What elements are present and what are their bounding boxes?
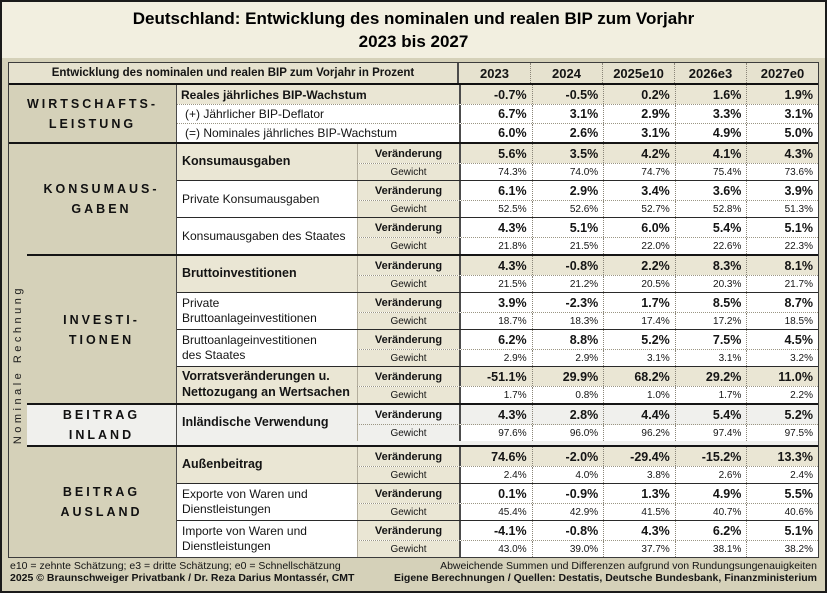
value-cell: 96.0% [532,425,604,441]
value-cell: 18.5% [746,313,818,329]
value-cell: 1.7% [459,387,532,403]
value-cell: 68.2% [603,367,675,386]
value-cell: 8.5% [675,293,747,312]
block-rows [357,144,818,180]
row-group-private-konsumausgaben [177,180,818,217]
row-label [177,405,357,441]
table-header-title: Entwicklung des nominalen und realen BIP zum Vorjahr in Prozent [9,63,459,83]
value-cell: 17.4% [603,313,675,329]
section-label-line: TIONEN [68,332,135,347]
row-label [177,256,357,292]
row-label [177,181,357,217]
value-cell: 22.0% [603,238,675,254]
value-cell: 3.9% [459,293,532,312]
section-label-line: GABEN [71,202,132,216]
value-cell: 4.3% [603,521,675,540]
value-cell: 17.2% [675,313,747,329]
table-row [357,218,818,238]
value-cell: 1.0% [603,387,675,403]
value-cell: 18.7% [459,313,532,329]
section-label-wirtschaftsleistung [9,85,177,142]
table-header-row [9,63,818,85]
block-rows [357,330,818,366]
value-cell: 8.1% [746,256,818,275]
row-label-line: Bruttoanlageinvestitionen [182,311,317,325]
value-cell: -0.7% [459,85,532,104]
row-type-label: Gewicht [357,504,459,520]
row-label-line: Dienstleistungen [182,502,271,516]
table-row [357,367,818,387]
value-cell: 2.6% [532,124,604,142]
row-group-private-bruttoanlageinvestitionen [177,292,818,329]
value-cell: -0.9% [532,484,604,503]
value-cell: -0.8% [532,521,604,540]
value-cell: 21.5% [459,276,532,292]
block-rows [357,218,818,254]
value-cell: 21.5% [532,238,604,254]
column-header-2025e10: 2025e10 [602,63,674,83]
value-cell: 3.6% [675,181,747,200]
value-cell: 73.6% [746,164,818,180]
value-cell: 74.6% [459,447,532,466]
value-cell: -0.8% [532,256,604,275]
value-cell: 2.4% [746,467,818,483]
row-type-label: Gewicht [357,276,459,292]
value-cell: 5.6% [459,144,532,163]
value-cell: 5.1% [532,218,604,237]
value-cell: 7.5% [675,330,747,349]
table-row [357,181,818,201]
row-type-label: Gewicht [357,313,459,329]
value-cell: 1.9% [746,85,818,104]
value-cell: -2.3% [532,293,604,312]
value-cell: 40.7% [675,504,747,520]
value-cell: 52.5% [459,201,532,217]
column-header-2024: 2024 [530,63,602,83]
table-row [357,521,818,541]
bip-table [8,62,819,558]
value-cell: 3.5% [532,144,604,163]
table-row [177,123,818,142]
value-cell: 21.2% [532,276,604,292]
row-type-label: Gewicht [357,425,459,441]
value-cell: 51.3% [746,201,818,217]
value-cell: 37.7% [603,541,675,557]
row-type-label: Gewicht [357,201,459,217]
value-cell: 38.1% [675,541,747,557]
value-cell: 3.2% [746,350,818,366]
value-cell: 74.7% [603,164,675,180]
value-cell: 2.4% [459,467,532,483]
row-label [177,330,357,366]
section-label-investitionen [27,256,177,403]
row-type-label: Gewicht [357,164,459,180]
section-label-beitrag-ausland [27,447,177,557]
row-label-line: Dienstleistungen [182,539,271,553]
value-cell: 40.6% [746,504,818,520]
row-type-label: Veränderung [357,218,459,237]
value-cell: 1.6% [675,85,747,104]
value-cell: 2.2% [603,256,675,275]
row-type-label: Veränderung [357,447,459,466]
side-strip [9,144,27,557]
row-type-label: Gewicht [357,467,459,483]
value-cell: 3.1% [675,350,747,366]
value-cell: 3.9% [746,181,818,200]
value-cell: -15.2% [675,447,747,466]
row-group-aussenbeitrag [177,447,818,483]
side-strip-label: Nominale Rechnung [12,284,24,445]
page-title [2,2,825,58]
value-cell: 41.5% [603,504,675,520]
table-row [357,405,818,425]
section-label-line: WIRTSCHAFTS- [26,96,159,111]
footnote-estimates: e10 = zehnte Schätzung; e3 = dritte Schätzung; e0 = Schnellschätzung [10,560,341,572]
column-header-2027e0: 2027e0 [746,63,818,83]
row-label: (=) Nominales jährliches BIP-Wachstum [185,126,397,140]
value-cell: 29.9% [532,367,604,386]
value-cell: 4.3% [459,256,532,275]
table-row [357,350,818,366]
value-cell: 18.3% [532,313,604,329]
row-label [177,293,357,329]
value-cell: 2.8% [532,405,604,424]
value-cell: 2.9% [532,181,604,200]
row-type-label: Veränderung [357,181,459,200]
row-label-line: Private [182,296,220,310]
value-cell: 1.3% [603,484,675,503]
block-rows [357,405,818,441]
value-cell: 8.3% [675,256,747,275]
page-title-line2: 2023 bis 2027 [358,31,469,51]
value-cell: 0.1% [459,484,532,503]
table-row [357,387,818,403]
row-label-line: des Staates [182,348,246,362]
value-cell: 6.7% [459,105,532,123]
value-cell: 38.2% [746,541,818,557]
value-cell: 4.3% [459,218,532,237]
section-label-beitrag-inland [27,405,177,445]
section-body [177,256,818,403]
footer [10,560,817,584]
value-cell: 52.6% [532,201,604,217]
value-cell: 74.3% [459,164,532,180]
value-cell: -29.4% [603,447,675,466]
value-cell: -2.0% [532,447,604,466]
value-cell: 4.5% [746,330,818,349]
row-label [177,218,357,254]
value-cell: 1.7% [603,293,675,312]
row-type-label: Veränderung [357,144,459,163]
value-cell: 4.3% [459,405,532,424]
value-cell: 0.8% [532,387,604,403]
table-row [357,256,818,276]
value-cell: 11.0% [746,367,818,386]
row-label-line: Konsumausgaben des Staates [182,228,346,243]
section-investitionen [27,254,818,403]
value-cell: 22.6% [675,238,747,254]
row-type-label: Veränderung [357,521,459,540]
value-cell: 5.1% [746,521,818,540]
row-type-label: Veränderung [357,484,459,503]
row-label-line: Private Konsumausgaben [182,191,320,206]
section-body [177,447,818,557]
value-cell: 97.6% [459,425,532,441]
section-label-konsumausgaben [27,144,177,254]
value-cell: 42.9% [532,504,604,520]
value-cell: 3.1% [532,105,604,123]
value-cell: 6.0% [603,218,675,237]
value-cell: 96.2% [603,425,675,441]
page-title-line1: Deutschland: Entwicklung des nominalen und realen BIP zum Vorjahr [132,9,695,28]
table-row [357,164,818,180]
row-label: Reales jährliches BIP-Wachstum [181,87,367,102]
footer-row-notes [10,560,817,572]
table-row [357,484,818,504]
row-label-line: Inländische Verwendung [182,415,329,430]
value-cell: 5.2% [746,405,818,424]
row-label-line: Exporte von Waren und [182,487,308,501]
value-cell: 6.2% [459,330,532,349]
footer-row-credits [10,572,817,584]
section-beitrag-ausland [27,445,818,557]
value-cell: 21.7% [746,276,818,292]
value-cell: 6.1% [459,181,532,200]
value-cell: 6.2% [675,521,747,540]
row-group-bruttoanlageinvestitionen-staat [177,329,818,366]
section-konsumausgaben [27,144,818,254]
table-row [357,541,818,557]
footnote-rounding: Abweichende Summen und Differenzen aufgrund von Rundungsungenauigkeiten [440,560,817,572]
value-cell: -0.5% [532,85,604,104]
value-cell: 97.5% [746,425,818,441]
row-type-label: Veränderung [357,405,459,424]
row-label [177,367,357,403]
value-cell: 4.9% [675,484,747,503]
block-rows [357,181,818,217]
value-cell: 4.0% [532,467,604,483]
block-rows [357,256,818,292]
value-cell: 52.8% [675,201,747,217]
section-label-line: INLAND [68,428,135,442]
row-group-vorratsveraenderungen [177,366,818,403]
value-cell: 29.2% [675,367,747,386]
value-cell: 74.0% [532,164,604,180]
section-label-line: KONSUMAUS- [43,182,160,196]
value-cell: 3.8% [603,467,675,483]
value-cell: 5.4% [675,218,747,237]
row-type-label: Gewicht [357,541,459,557]
row-group-exporte [177,483,818,520]
section-body [177,405,818,445]
value-cell: 2.9% [603,105,675,123]
table-row [177,104,818,123]
value-cell: 4.4% [603,405,675,424]
table-row [357,504,818,520]
value-cell: 3.4% [603,181,675,200]
block-rows [357,521,818,557]
row-group-bruttoinvestitionen [177,256,818,292]
value-cell: 4.3% [746,144,818,163]
block-rows [357,293,818,329]
row-type-label: Gewicht [357,387,459,403]
value-cell: 5.1% [746,218,818,237]
column-header-2023: 2023 [480,65,509,81]
row-type-label: Veränderung [357,256,459,275]
row-label [177,144,357,180]
block-rows [357,484,818,520]
value-cell: 20.3% [675,276,747,292]
value-cell: 6.0% [459,124,532,142]
row-type-label: Veränderung [357,330,459,349]
table-row [357,276,818,292]
value-cell: 43.0% [459,541,532,557]
row-group-importe [177,520,818,557]
value-cell: 2.9% [532,350,604,366]
value-cell: 13.3% [746,447,818,466]
copyright-text: 2025 © Braunschweiger Privatbank / Dr. Reza Darius Montassér, CMT [10,572,355,584]
value-cell: -51.1% [459,367,532,386]
value-cell: 5.4% [675,405,747,424]
row-label [177,484,357,520]
value-cell: 4.9% [675,124,747,142]
row-label-line: Vorratsveränderungen u. [182,369,330,384]
value-cell: 0.2% [603,85,675,104]
value-cell: 39.0% [532,541,604,557]
section-label-line: AUSLAND [60,505,143,519]
section-label-line: BEITRAG [62,408,141,422]
sources-text: Eigene Berechnungen / Quellen: Destatis, Deutsche Bundesbank, Finanzministerium [393,572,817,584]
value-cell: 5.0% [746,124,818,142]
row-label [177,447,357,483]
row-label: (+) Jährlicher BIP-Deflator [185,107,325,121]
row-type-label: Veränderung [357,293,459,312]
row-label-line: Nettozugang an Wertsachen [182,385,350,399]
value-cell: 45.4% [459,504,532,520]
section-body [177,144,818,254]
table-row [357,238,818,254]
row-type-label: Gewicht [357,238,459,254]
value-cell: 8.8% [532,330,604,349]
section-beitrag-inland [27,403,818,445]
table-row [357,201,818,217]
value-cell: 5.2% [603,330,675,349]
value-cell: 4.2% [603,144,675,163]
section-label-line: INVESTI- [63,312,140,327]
row-group-inlaendische-verwendung [177,405,818,441]
block-rows [357,447,818,483]
section-label-line: LEISTUNG [48,116,137,131]
value-cell: 1.7% [675,387,747,403]
row-group-konsumausgaben-staat [177,217,818,254]
table-row [357,144,818,164]
row-label-line: Bruttoinvestitionen [182,266,297,281]
section-body [177,85,818,142]
table-row [177,85,818,104]
value-cell: 3.1% [746,105,818,123]
table-row [357,293,818,313]
value-cell: 5.5% [746,484,818,503]
table-row [357,447,818,467]
value-cell: 22.3% [746,238,818,254]
value-cell: 20.5% [603,276,675,292]
value-cell: 75.4% [675,164,747,180]
row-label-line: Importe von Waren und [182,524,307,538]
value-cell: 2.2% [746,387,818,403]
value-cell: 97.4% [675,425,747,441]
table-row [357,313,818,329]
value-cell: 2.6% [675,467,747,483]
value-cell: 4.1% [675,144,747,163]
value-cell: 52.7% [603,201,675,217]
column-header-2026e3: 2026e3 [674,63,746,83]
table-row [357,425,818,441]
table-row [357,330,818,350]
value-cell: 2.9% [459,350,532,366]
value-cell: 21.8% [459,238,532,254]
table-row [357,467,818,483]
section-wirtschaftsleistung [9,85,818,144]
row-type-label: Veränderung [357,367,459,386]
value-cell: 3.1% [603,124,675,142]
value-cell: 3.1% [603,350,675,366]
section-label-line: BEITRAG [62,485,141,499]
row-label-line: Bruttoanlageinvestitionen [182,333,317,347]
value-cell: 3.3% [675,105,747,123]
value-cell: 8.7% [746,293,818,312]
row-label [177,521,357,557]
row-group-konsumausgaben [177,144,818,180]
block-rows [357,367,818,403]
row-label-line: Außenbeitrag [182,457,263,472]
row-type-label: Gewicht [357,350,459,366]
value-cell: -4.1% [459,521,532,540]
row-label-line: Konsumausgaben [182,154,291,169]
